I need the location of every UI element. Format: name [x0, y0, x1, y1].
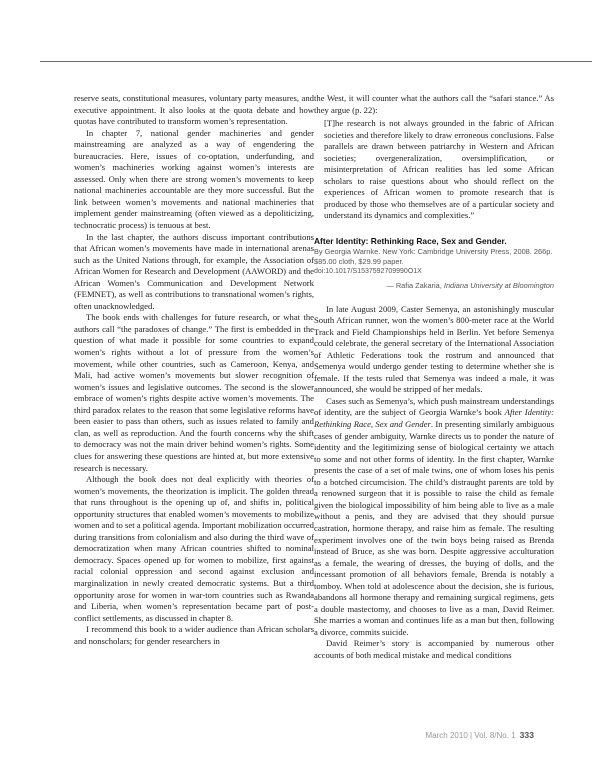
paragraph: In late August 2009, Caster Semenya, an astonishingly muscular South African runner, won the women’s 800-meter race at the World Track and Field Championships held in Berlin. Yet before Semenya could celebrate, the general secretary of the International Association of Athletic Federations took the rostrum and announced that Semenya would undergo gender testing to determine whether she is female. If the tests ruled that Semenya was indeed a male, it was announced, she would be stripped of her medals. [314, 303, 554, 395]
review-author-publisher: By Georgia Warnke. New York: Cambridge University Press, 2008. 266p. [314, 246, 553, 256]
quote-text: [T]he research is not always grounded in the fabric of African societies and therefore likely to draw erroneous conclusions. False parallels are drawn between patriarchy in Western and African societies; overgeneralization, oversimplification, or misinterpretation of African realities has led some African scholars to raise questions about who should reflect on the experiences of African women to promote research that is produced by those who themselves are of a particular society and understand its dynamics and complexities. [324, 118, 554, 221]
paragraph: The book ends with challenges for future research, or what the authors call “the paradoxes of change.” The first is embedded in the question of what made it possible for some countries to expand women’s rights without a lot of pressure from the women’s movement, while other countries, such as Cameroon, Kenya, and Mali, had active women’s movements but slower recognition of women’s issues and legislative outcomes. The second is the slower embrace of women’s rights despite active women’s movements. The third paradox relates to the reason that some legislative reforms have been easier to pass than others, such as issues related to family and clan, as well as reproduction. And the fourth concerns why the shift to democracy was not the main driver behind women’s rights. Some clues for answering these questions are hinted at, but more extensive research is necessary. [74, 312, 314, 473]
paragraph: In the last chapter, the authors discuss important contributions that African women’s movements have made in international arenas such as the United Nations through, for example, the Association of African Women for Research and Development (AAWORD) and the African Women’s Communication and Development Network (FEMNET), as well as contributions to transnational women’s rights, often unacknowledged. [74, 231, 314, 311]
review-doi: doi:10.1017/S1537592709990O1X [314, 267, 422, 275]
quote-close: ” [470, 210, 475, 221]
paragraph [314, 396, 554, 638]
block-quote [314, 118, 554, 222]
book-title: After Identity: Rethinking Race, Sex and Gender [314, 407, 554, 430]
paragraph-text: . In presenting similarly ambiguous cases of gender ambiguity, Warnke directs us to ponder the nature of identity and the legitimizing sense of biological certainty we attach to some and not other forms of identity. In the first chapter, Warnke presents the case of a set of male twins, one of whom loses his penis to a botched circumcision. The child’s distraught parents are told by a renowned surgeon that it is possible to raise the child as female given the biological impossibility of him being able to live as a male without a penis, and they are advised that they should pursue castration, hormone therapy, and raise him as female. The resulting experiment involves one of the twin boys being raised as Brenda instead of Bruce, as she was born. Despite aggressive acculturation as a female, the wearing of dresses, the buying of dolls, and the incessant promotion of all behaviors female, Brenda is notably a tomboy. When told at adolescence about the decision, she is furious, abandons all hormone therapy and remaining surgical regimens, gets a double mastectomy, and chooses to live as a man, David Reimer. She marries a woman and continues life as a man but then, following a divorce, commits suicide. [314, 419, 554, 637]
page-footer [426, 730, 534, 740]
reviewer-credit [314, 280, 554, 292]
paragraph: David Reimer’s story is accompanied by numerous other accounts of both medical mistake and medical conditions [314, 638, 554, 660]
paragraph: the West, it will counter what the authors call the “safari stance.” As they argue (p. 22): [314, 93, 554, 115]
review-header [314, 236, 554, 277]
issue-info: March 2010 | Vol. 8/No. 1 [425, 731, 516, 740]
left-column [74, 93, 314, 647]
review-publication-info [314, 247, 554, 267]
page-number: 333 [519, 730, 534, 740]
right-column [314, 93, 554, 662]
paragraph: Although the book does not deal explicitly with theories of women’s movements, the theorization is implicit. The golden thread that runs throughout is the opening up of, and shifts in, political opportunity structures that enabled women’s movements to mobilize women and to set a political agenda. Important mobilization occurred during transitions from colonialism and also during the third wave of democratization when many African countries shifted to nominal democracy. Spaces opened up for women to mobilize, first against racial colonial oppression and second against exclusion and marginalization in newly created democratic systems. But a third opportunity arose for women in war-torn countries such as Rwanda and Liberia, when women’s representation became part of post-conflict settlements, as discussed in chapter 8. [74, 474, 314, 623]
paragraph: In chapter 7, national gender machineries and gender mainstreaming are analyzed as a way of engendering the bureaucracies. Here, issues of co-optation, underfunding, and women’s machineries working against women’s interests are assessed. Only when there are strong women’s movements to keep national machineries accountable are they more successful. But the link between women’s movements and national machineries that implement gender mainstreaming (often viewed as a depoliticizing, technocratic process) is tenuous at best. [74, 127, 314, 231]
header-rule [40, 61, 592, 62]
paragraph-text: Cases such as Semenya’s, which push mainstream understandings of identity, are the subject of Georgia Warnke’s book [314, 395, 554, 418]
reviewer-dash: — [386, 281, 396, 291]
paragraph: I recommend this book to a wider audience than African scholars and nonscholars; for gender researchers in [74, 624, 314, 646]
paragraph: reserve seats, constitutional measures, voluntary party measures, and executive appointment. It also looks at the quota debate and how quotas have contributed to transform women’s representation. [74, 93, 314, 127]
reviewer-name: Rafia Zakaria, [395, 281, 442, 291]
review-price: $85.00 cloth, $29.99 paper. [314, 256, 404, 266]
reviewer-affiliation: Indiana University at Bloomington [443, 281, 554, 291]
review-title: After Identity: Rethinking Race, Sex and Gender. [314, 236, 507, 247]
